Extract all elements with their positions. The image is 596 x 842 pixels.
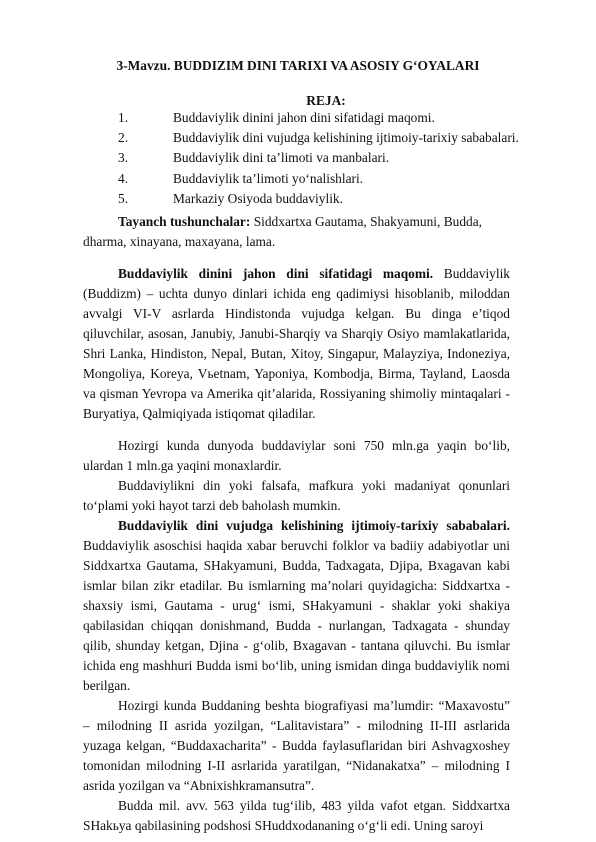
document-body [83,212,510,836]
paragraph-text: Buddaviylikni din yoki falsafa, mafkura yoki madaniyat qonunlari to‘plami yoki hayot tarzi deb baholash mumkin. [83,478,510,513]
paragraph [83,796,510,836]
paragraph-text: Hozirgi kunda Buddaning beshta biografiyasi ma’lumdir: “Maxavostu” – milodning II asrida yozilgan, “Lalitavistara” - milodning II-III asrlarida yuzaga kelgan, “Buddaxacharita” - Budda faylasuflaridan biri Ashvagxoshey tomonidan milodning I-II asrlarida yaratilgan, “Nidanakatxa” – milodning I asrida yozilgan va “Abnixishkramansutra”. [83,698,510,793]
paragraph-text: Buddaviylik (Buddizm) – uchta dunyo dinlari ichida eng qadimiysi hisoblanib, miloddan avvalgi VI-V asrlarda Hindistonda vujudga kelgan. Bu dinga e’tiqod qiluvchilar, asosan, Janubiy, Janubi-Sharqiy va Sharqiy Osiyo mamlakatlarida, Shri Lanka, Hindiston, Nepal, Butan, Xitoy, Singapur, Malayziya, Indoneziya, Mongoliya, Koreya, Vьetnam, Yaponiya, Kombodja, Birma, Tayland, Laosda va qisman Yevropa va Amerika qit’alarida, Rossiyaning shimoliy mintaqalari - Buryatiya, Qalmiqiyada istiqomat qiladilar. [83,266,511,421]
plan-item-number: 3. [118,150,129,166]
plan-item-number: 1. [118,110,129,125]
plan-item [118,128,519,148]
plan-item-text: Buddaviylik ta’limoti yo‘nalishlari. [173,170,364,186]
plan-list [118,108,519,209]
paragraph-text: Hozirgi kunda dunyoda buddaviylar soni 750 mln.ga yaqin bo‘lib, ulardan 1 mln.ga yaqini monaxlardir. [83,438,510,473]
keywords-text: Siddxartxa Gautama, Shakyamuni, Budda, dharma, xinayana, maxayana, lama. [83,214,483,249]
paragraph [83,696,510,796]
paragraph-text: Buddaviylik asoschisi haqida xabar beruvchi folklor va badiiy adabiyotlar uni Siddxartxa Gautama, SHakyamuni, Budda, Tadxagata, Djipa, Bxagavan kabi ismlar bilan zikr etadilar. Bu ismlarning ma’nolari quyidagicha: Siddxartxa - shaxsiy ismi, Gautama - urug‘ ismi, SHakyamuni - shaklar yoki shakiya qabilasidan chiqqan donishmand, Budda - nurlangan, Tadxagata - shunday qilib, shunday ketgan, Djina - g‘olib, Bxagavan - tantana qiluvchi. Bu ismlar ichida eng mashhuri Budda ismi bo‘lib, uning ismidan dinga buddaviylik nomi berilgan. [83,538,510,693]
page-title: 3-Mavzu. BUDDIZIM DINI TARIXI VA ASOSIY G‘OYALARI [116,58,480,73]
keywords-paragraph [83,212,510,252]
section-heading: Buddaviylik dinini jahon dini sifatidagi maqomi. [118,266,434,281]
plan-heading: REJA: [306,93,346,108]
paragraph [83,436,510,476]
plan-item-text: Markaziy Osiyoda buddaviylik. [173,190,343,206]
plan-item-text: Buddaviylik dini ta’limoti va manbalari. [173,150,390,166]
plan-item-number: 4. [118,170,129,186]
paragraph-text: Budda mil. avv. 563 yilda tug‘ilib, 483 yilda vafot etgan. Siddxartxa SHakьya qabilasining podshosi SHuddxodananing o‘g‘li edi. Uning saroyi [83,798,510,833]
section-paragraph [83,516,510,696]
plan-item [118,189,519,209]
plan-item-text: Buddaviylik dini vujudga kelishining ijtimoiy-tarixiy sababalari. [173,130,519,146]
paragraph [83,476,510,516]
keywords-label: Tayanch tushunchalar: [118,214,251,229]
plan-item [118,169,519,189]
plan-item-number: 2. [118,130,129,146]
plan-item [118,108,519,128]
section-heading: Buddaviylik dini vujudga kelishining ijtimoiy-tarixiy sababalari. [118,518,510,533]
plan-item-text: Buddaviylik dinini jahon dini sifatidagi maqomi. [173,110,435,125]
plan-item [118,148,519,168]
plan-item-number: 5. [118,190,129,206]
section-paragraph [83,264,510,424]
